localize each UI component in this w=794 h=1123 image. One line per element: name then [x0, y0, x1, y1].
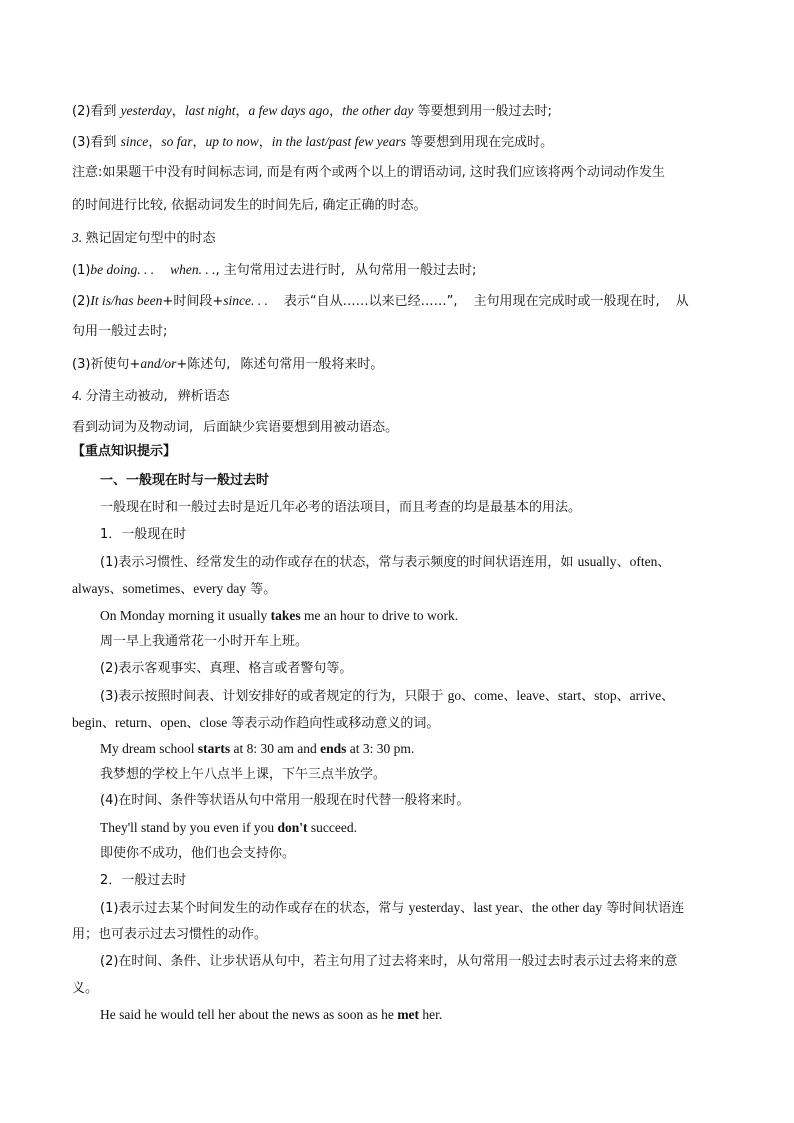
- text-line: (3)表示按照时间表、计划安排好的或者规定的行为，只限于 go、come、leave、start、stop、arrive、: [100, 688, 675, 704]
- text-line: (3)祈使句+and/or+陈述句, 陈述句常用一般将来时。: [72, 356, 384, 372]
- text-line: (2)表示客观事实、真理、格言或者警句等。: [100, 661, 353, 676]
- text-line: 句用一般过去时;: [72, 324, 168, 339]
- key-points-heading: 【重点知识提示】: [72, 444, 177, 459]
- text-line: 义。: [72, 981, 99, 996]
- example-translation: 即使你不成功，他们也会支持你。: [100, 846, 296, 861]
- text-line: (2)看到 yesterday，last night，a few days ago，the other day 等要想到用一般过去时;: [72, 103, 552, 119]
- section-heading: 3. 熟记固定句型中的时态: [72, 230, 216, 246]
- example-translation: 周一早上我通常花一小时开车上班。: [100, 634, 309, 649]
- text-line: begin、return、open、close 等表示动作趋向性或移动意义的词。: [72, 715, 440, 731]
- example-sentence: He said he would tell her about the news as soon as he met her.: [100, 1007, 443, 1022]
- text-line: 注意:如果题干中没有时间标志词, 而是有两个或两个以上的谓语动词, 这时我们应该将两个动词动作发生: [72, 165, 665, 180]
- text-line: always、sometimes、every day 等。: [72, 581, 277, 597]
- text-line: (2)It is/has been+时间段+since. . . 表示“自从……以来已经……”, 主句用现在完成时或一般现在时, 从: [72, 293, 689, 309]
- text-line: (1)be doing. . . when. . ., 主句常用过去进行时, 从句常用一般过去时;: [72, 262, 477, 278]
- text-line: (1)表示过去某个时间发生的动作或存在的状态，常与 yesterday、last year、the other day 等时间状语连: [100, 900, 685, 916]
- subsection-heading: 2．一般过去时: [100, 873, 187, 888]
- text-line: (2)在时间、条件、让步状语从句中，若主句用了过去将来时，从句常用一般过去时表示过去将来的意: [100, 954, 678, 969]
- text-line: (1)表示习惯性、经常发生的动作或存在的状态，常与表示频度的时间状语连用，如 usually、often、: [100, 554, 671, 570]
- section-heading: 4. 分清主动被动, 辨析语态: [72, 388, 230, 404]
- text-line: 的时间进行比较, 依据动词发生的时间先后, 确定正确的时态。: [72, 198, 427, 213]
- text-line: 用；也可表示过去习惯性的动作。: [72, 927, 268, 942]
- text-line: 看到动词为及物动词, 后面缺少宾语要想到用被动语态。: [72, 420, 399, 435]
- text-line: 一般现在时和一般过去时是近几年必考的语法项目，而且考查的均是最基本的用法。: [100, 500, 582, 515]
- example-sentence: On Monday morning it usually takes me an hour to drive to work.: [100, 608, 459, 623]
- text-line: (3)看到 since，so far，up to now，in the last/past few years 等要想到用现在完成时。: [72, 134, 554, 150]
- example-sentence: They'll stand by you even if you don't succeed.: [100, 820, 358, 835]
- subsection-heading: 1．一般现在时: [100, 527, 187, 542]
- example-translation: 我梦想的学校上午八点半上课，下午三点半放学。: [100, 767, 387, 782]
- example-sentence: My dream school starts at 8: 30 am and ends at 3: 30 pm.: [100, 741, 415, 756]
- text-line: (4)在时间、条件等状语从句中常用一般现在时代替一般将来时。: [100, 793, 470, 808]
- section-heading: 一、一般现在时与一般过去时: [100, 473, 270, 488]
